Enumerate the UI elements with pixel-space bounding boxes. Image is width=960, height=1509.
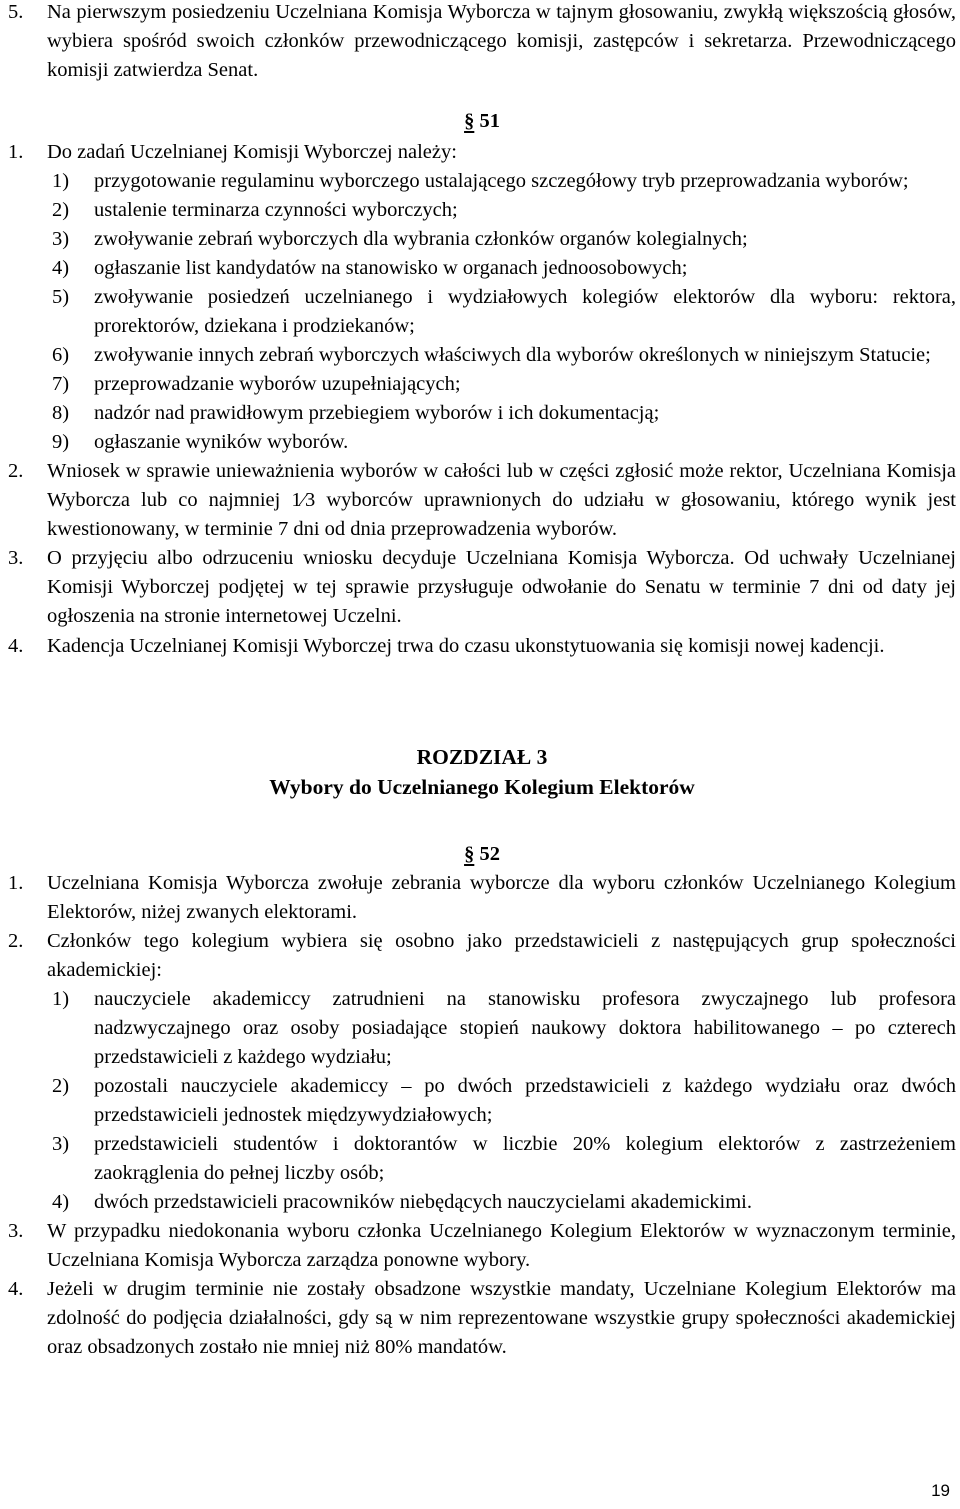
subitem-number: 2) — [52, 199, 70, 221]
paragraph-number: 4. — [8, 1278, 24, 1300]
s51-subitem — [8, 341, 956, 370]
chapter-heading — [8, 742, 956, 802]
subitem-text: ustalenie terminarza czynności wyborczych; — [94, 199, 458, 221]
subitem-text: przygotowanie regulaminu wyborczego ustalającego szczegółowy tryb przeprowadzania wyborów; — [94, 170, 909, 192]
subitem-number: 1) — [52, 988, 70, 1010]
s51-subitem — [8, 196, 956, 225]
s52-subitem — [8, 985, 956, 1072]
paragraph-text: Wniosek w sprawie unieważnienia wyborów w całości lub w części zgłosić może rektor, Uczelniana Komisja Wyborcza lub co najmniej 1⁄3 wyborców uprawnionych do udziału w głosowaniu, którego wynik jest kwestionowany, w terminie 7 dni od dnia przeprowadzenia wyborów. — [47, 460, 956, 540]
s51-paragraph-3 — [8, 544, 956, 631]
s51-subitem — [8, 254, 956, 283]
page-number: 19 — [931, 1481, 950, 1500]
s51-subitem — [8, 283, 956, 341]
paragraph-text: O przyjęciu albo odrzuceniu wniosku decyduje Uczelniana Komisja Wyborcza. Od uchwały Uczelnianej Komisji Wyborczej podjętej w tej sprawie przysługuje odwołanie do Senatu w terminie 7 dni od daty jej ogłoszenia na stronie internetowej Uczelni. — [47, 547, 956, 627]
document-page — [8, 0, 956, 1362]
paragraph-text: Na pierwszym posiedzeniu Uczelniana Komisja Wyborcza w tajnym głosowaniu, zwykłą większością głosów, wybiera spośród swoich członków przewodniczącego komisji, zastępców i sekretarza. Przewodniczącego komisji zatwierdza Senat. — [47, 1, 956, 81]
subitem-text: przedstawicieli studentów i doktorantów w liczbie 20% kolegium elektorów z zastrzeżeniem zaokrąglenia do pełnej liczby osób; — [94, 1133, 956, 1184]
subitem-number: 1) — [52, 170, 70, 192]
s52-subitem — [8, 1072, 956, 1130]
subitem-number: 2) — [52, 1075, 70, 1097]
paragraph-text: Kadencja Uczelnianej Komisji Wyborczej trwa do czasu ukonstytuowania się komisji nowej kadencji. — [47, 635, 885, 657]
paragraph-number: 2. — [8, 930, 24, 952]
subitem-text: przeprowadzanie wyborów uzupełniających; — [94, 373, 461, 395]
section-sign: § — [464, 110, 475, 132]
subitem-number: 4) — [52, 257, 70, 279]
subitem-number: 3) — [52, 228, 70, 250]
subitem-text: ogłaszanie list kandydatów na stanowisko w organach jednoosobowych; — [94, 257, 688, 279]
subitem-text: nadzór nad prawidłowym przebiegiem wyborów i ich dokumentacją; — [94, 402, 660, 424]
section-number: 52 — [479, 843, 500, 865]
paragraph-number: 2. — [8, 460, 24, 482]
subitem-text: nauczyciele akademiccy zatrudnieni na stanowisku profesora zwyczajnego lub profesora nadzwyczajnego oraz osoby posiadające stopień naukowy doktora habilitowanego – po czterech przedstawicieli z każdego wydziału; — [94, 988, 956, 1068]
paragraph-number: 5. — [8, 1, 24, 23]
paragraph-text: Uczelniana Komisja Wyborcza zwołuje zebrania wyborcze dla wyboru członków Uczelnianego Kolegium Elektorów, niżej zwanych elektorami. — [47, 872, 956, 923]
section-heading-52 — [8, 840, 956, 869]
paragraph-text: Członków tego kolegium wybiera się osobno jako przedstawicieli z następujących grup społeczności akademickiej: — [47, 930, 956, 981]
s51-paragraph-4 — [8, 631, 956, 662]
subitem-text: ogłaszanie wyników wyborów. — [94, 431, 349, 453]
subitem-text: zwoływanie posiedzeń uczelnianego i wydziałowych kolegiów elektorów dla wyboru: rektora, prorektorów, dziekana i prodziekanów; — [94, 286, 956, 337]
paragraph-number: 3. — [8, 547, 24, 569]
s52-paragraph-4 — [8, 1275, 956, 1362]
subitem-text: dwóch przedstawicieli pracowników niebędących nauczycielami akademickimi. — [94, 1191, 753, 1213]
subitem-number: 7) — [52, 373, 70, 395]
s51-paragraph-2 — [8, 457, 956, 544]
s51-subitem — [8, 399, 956, 428]
subitem-text: zwoływanie innych zebrań wyborczych właściwych dla wyborów określonych w niniejszym Statucie; — [94, 344, 931, 366]
s52-subitem — [8, 1130, 956, 1188]
chapter-title: ROZDZIAŁ 3 — [416, 745, 548, 769]
section-sign: § — [464, 843, 475, 865]
subitem-text: zwoływanie zebrań wyborczych dla wybrania członków organów kolegialnych; — [94, 228, 748, 250]
paragraph-text: Jeżeli w drugim terminie nie zostały obsadzone wszystkie mandaty, Uczelniane Kolegium Elektorów ma zdolność do podjęcia działalności, gdy są w nim reprezentowane wszystkie grupy społeczności akademickiej oraz obsadzonych zostało nie mniej niż 80% mandatów. — [47, 1278, 956, 1358]
s51-subitem — [8, 167, 956, 196]
s52-paragraph-3 — [8, 1217, 956, 1275]
paragraph-number: 4. — [8, 635, 24, 657]
subitem-number: 4) — [52, 1191, 70, 1213]
s51-subitem — [8, 370, 956, 399]
subitem-number: 5) — [52, 286, 70, 308]
chapter-subtitle: Wybory do Uczelnianego Kolegium Elektorów — [269, 775, 695, 799]
section-number: 51 — [479, 110, 500, 132]
subitem-number: 3) — [52, 1133, 70, 1155]
paragraph-text: Do zadań Uczelnianej Komisji Wyborczej należy: — [47, 141, 457, 163]
paragraph-text: W przypadku niedokonania wyboru członka Uczelnianego Kolegium Elektorów w wyznaczonym terminie, Uczelniana Komisja Wyborcza zarządza ponowne wybory. — [47, 1220, 956, 1271]
s52-paragraph-1 — [8, 869, 956, 927]
paragraph-number: 1. — [8, 141, 24, 163]
s51-paragraph-1 — [8, 138, 956, 167]
paragraph-5 — [8, 0, 956, 85]
paragraph-number: 3. — [8, 1220, 24, 1242]
paragraph-number: 1. — [8, 872, 24, 894]
subitem-text: pozostali nauczyciele akademiccy – po dwóch przedstawicieli z każdego wydziału oraz dwóch przedstawicieli jednostek międzywydziałowych; — [94, 1075, 956, 1126]
s52-subitem — [8, 1188, 956, 1217]
s51-subitem — [8, 428, 956, 457]
subitem-number: 8) — [52, 402, 70, 424]
subitem-number: 6) — [52, 344, 70, 366]
subitem-number: 9) — [52, 431, 70, 453]
s51-subitem — [8, 225, 956, 254]
section-heading-51 — [8, 107, 956, 136]
s52-paragraph-2 — [8, 927, 956, 985]
